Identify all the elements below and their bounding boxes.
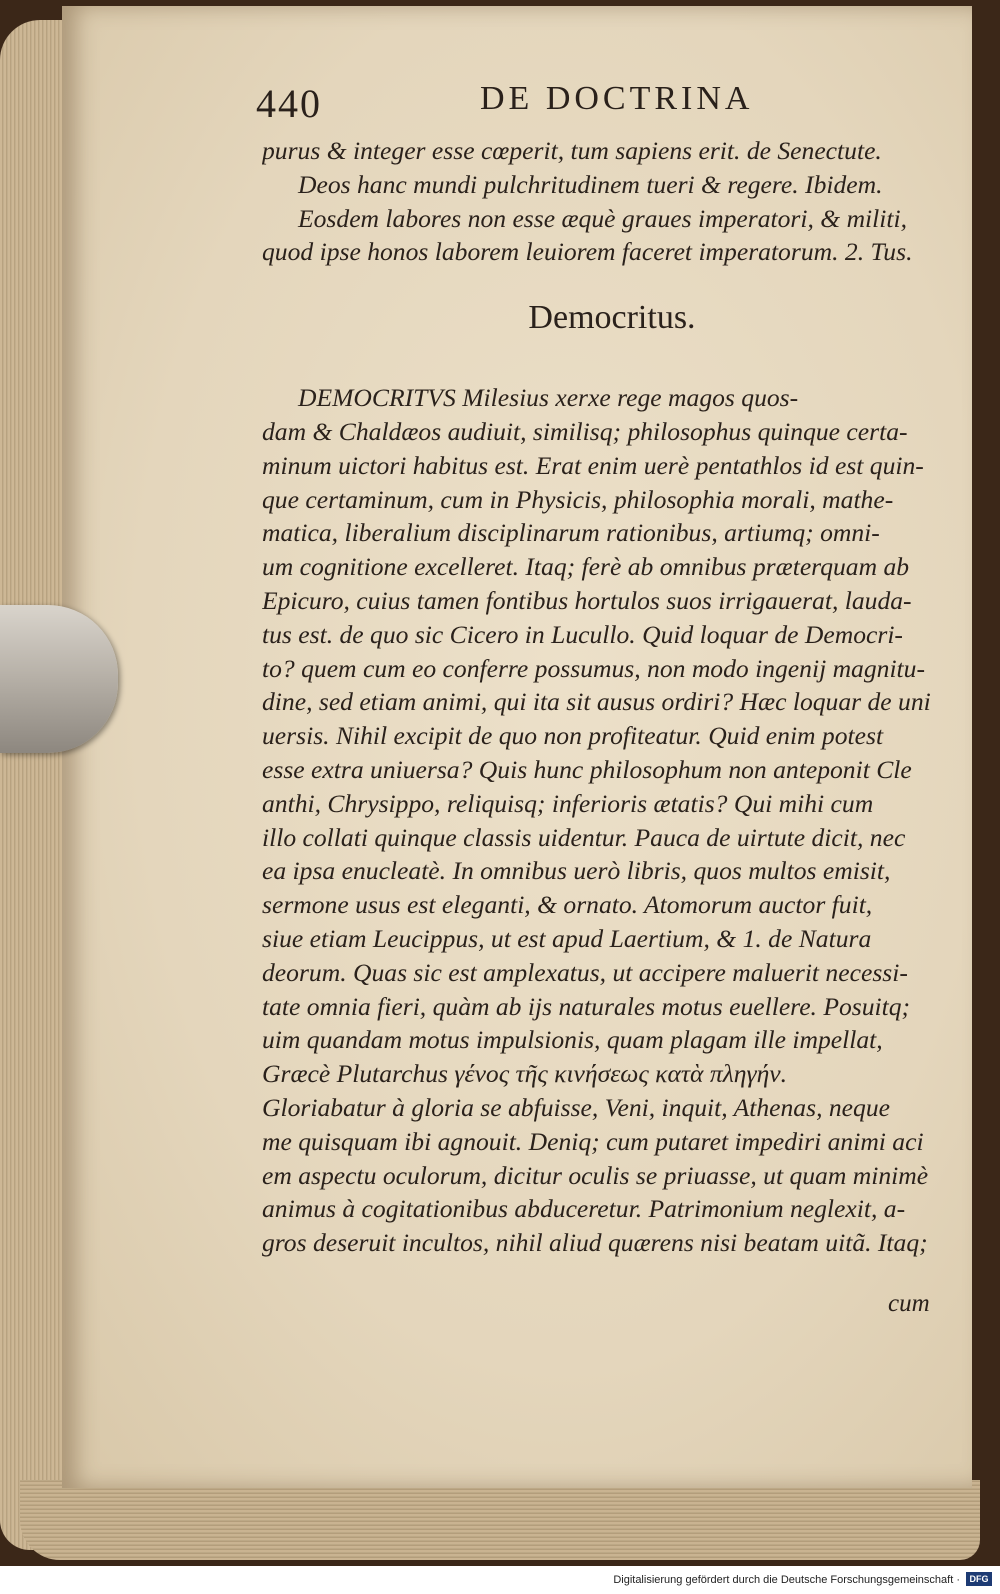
text-line: illo collati quinque classis uidentur. Pauca de uirtute dicit, nec <box>262 822 906 852</box>
text-line: tus est. de quo sic Cicero in Lucullo. Quid loquar de Democri- <box>262 619 903 649</box>
running-title: DE DOCTRINA <box>480 80 754 117</box>
text-line: Gloriabatur à gloria se abfuisse, Veni, inquit, Athenas, neque <box>262 1092 890 1122</box>
page-number: 440 <box>256 81 322 126</box>
top-lines <box>262 134 962 269</box>
text-line: em aspectu oculorum, dicitur oculis se priuasse, ut quam minimè <box>262 1160 929 1190</box>
text-line: tate omnia fieri, quàm ab ijs naturales motus euellere. Posuitq; <box>262 991 911 1021</box>
text-line: matica, liberalium disciplinarum rationibus, artiumq; omni- <box>262 518 880 548</box>
text-line: me quisquam ibi agnouit. Deniq; cum putaret impediri animi aci <box>262 1126 924 1156</box>
page-block-left-edge <box>0 20 70 1550</box>
catchword: cum <box>888 1290 930 1317</box>
text-line: to? quem cum eo conferre possumus, non modo ingenij magnitu- <box>262 653 925 683</box>
text-line: Epicuro, cuius tamen fontibus hortulos suos irrigauerat, lauda- <box>262 585 912 615</box>
text-line: sermone usus est eleganti, & ornato. Atomorum auctor fuit, <box>262 890 873 920</box>
footer-bar <box>0 1566 1000 1594</box>
text-line: gros deseruit incultos, nihil aliud quærens nisi beatam uitã. Itaq; <box>262 1228 928 1258</box>
text-line: Eosdem labores non esse æquè graues imperatori, & militi, <box>298 203 908 233</box>
text-line: que certaminum, cum in Physicis, philosophia morali, mathe- <box>262 484 894 514</box>
page-block-bottom-edge <box>20 1480 980 1560</box>
text-line: esse extra uniuersa? Quis hunc philosophum non anteponit Cle <box>262 754 912 784</box>
text-line: DEMOCRITVS Milesius xerxe rege magos quos- <box>298 383 799 413</box>
text-line: ea ipsa enucleatè. In omnibus uerò libris, quos multos emisit, <box>262 856 891 886</box>
dfg-logo: DFG <box>966 1572 992 1586</box>
text-line: dine, sed etiam animi, qui ita sit ausus ordiri? Hæc loquar de uni <box>262 687 931 717</box>
section-heading: Democritus. <box>528 299 696 337</box>
text-line: um cognitione excelleret. Itaq; ferè ab omnibus præterquam ab <box>262 552 910 582</box>
text-line: uim quandam motus impulsionis, quam plagam ille impellat, <box>262 1025 883 1055</box>
text-line: purus & integer esse cœperit, tum sapiens erit. de Senectute. <box>262 136 882 165</box>
text-line: Græcè Plutarchus γένος τῆς κινήσεως κατὰ πληγήν. <box>262 1059 788 1089</box>
text-line: dam & Chaldæos audiuit, similisq; philosophus quinque certa- <box>262 416 908 446</box>
text-block <box>256 78 962 1260</box>
text-line: anthi, Chrysippo, reliquisq; inferioris ætatis? Qui mihi cum <box>262 788 874 818</box>
text-line: Deos hanc mundi pulchritudinem tueri & regere. Ibidem. <box>298 169 883 199</box>
running-head <box>256 78 962 134</box>
text-line: quod ipse honos laborem leuiorem faceret imperatorum. 2. Tus. <box>262 237 913 267</box>
text-line: siue etiam Leucippus, ut est apud Laertium, & 1. de Natura <box>262 923 872 953</box>
body-paragraph <box>262 381 962 1260</box>
text-line: minum uictori habitus est. Erat enim uerè pentathlos id est quin- <box>262 450 924 480</box>
text-line: deorum. Quas sic est amplexatus, ut accipere maluerit necessi- <box>262 957 908 987</box>
text-line: uersis. Nihil excipit de quo non profiteatur. Quid enim potest <box>262 721 884 751</box>
funding-note: Digitalisierung gefördert durch die Deutsche Forschungsgemeinschaft · <box>613 1574 960 1586</box>
text-line: animus à cogitationibus abduceretur. Patrimonium neglexit, a- <box>262 1194 906 1224</box>
